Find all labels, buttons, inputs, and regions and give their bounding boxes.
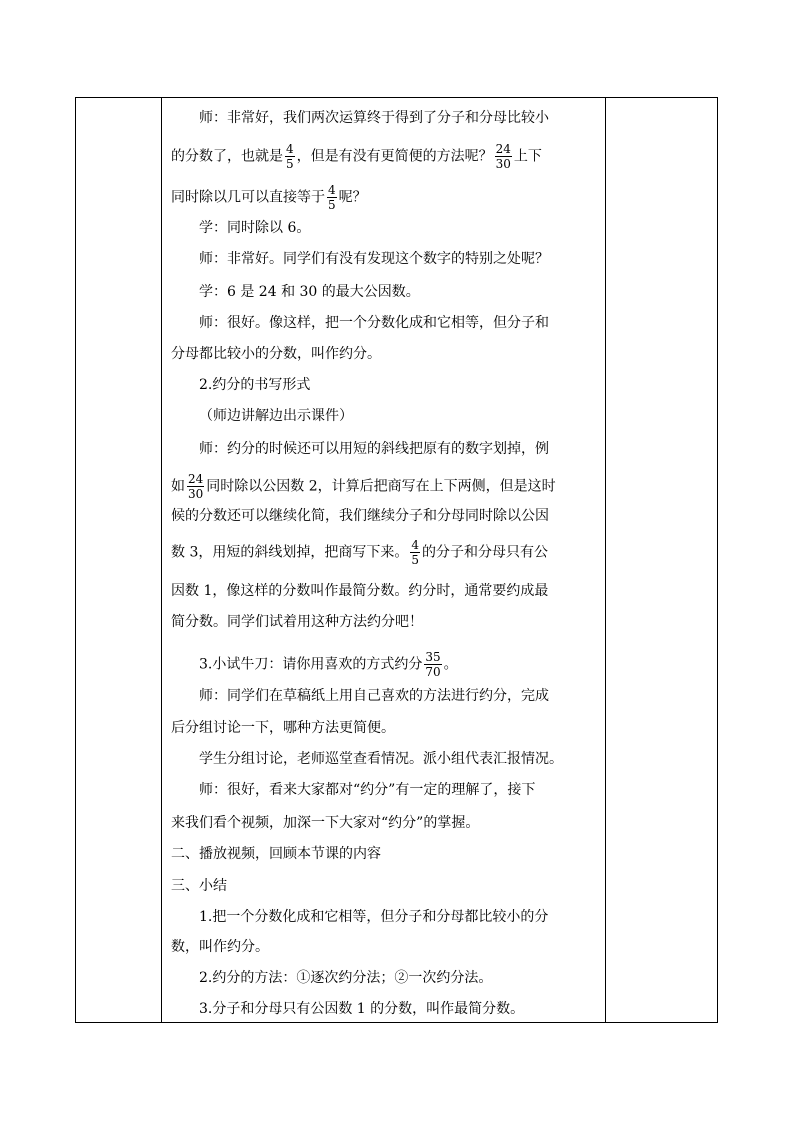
fraction bbox=[410, 538, 420, 567]
text-line bbox=[171, 538, 548, 567]
text-segment: 师：很好，看来大家都对“约分”有一定的理解了，接下 bbox=[199, 782, 536, 798]
fraction-denominator: 5 bbox=[411, 553, 419, 567]
text-line bbox=[199, 282, 420, 302]
text-segment: 。 bbox=[443, 656, 458, 673]
text-line bbox=[199, 218, 310, 238]
fraction-numerator: 4 bbox=[328, 183, 336, 197]
text-segment: 分母都比较小的分数，叫作约分。 bbox=[171, 346, 381, 362]
text-line bbox=[171, 344, 381, 364]
text-line bbox=[199, 406, 353, 426]
text-segment: 后分组讨论一下，哪种方法更简便。 bbox=[171, 720, 395, 736]
text-line bbox=[171, 183, 367, 212]
fraction-numerator: 24 bbox=[188, 472, 204, 486]
text-segment: 同时除以公因数 2，计算后把商写在上下两侧，但是这时 bbox=[206, 478, 556, 495]
text-segment: 师：非常好。同学们有没有发现这个数字的特别之处呢？ bbox=[199, 251, 549, 267]
text-segment: 因数 1，像这样的分数叫作最简分数。约分时，通常要约成最 bbox=[171, 583, 549, 599]
fraction bbox=[495, 142, 512, 171]
text-line bbox=[171, 506, 549, 526]
text-segment: 简分数。同学们试着用这种方法约分吧！ bbox=[171, 614, 423, 630]
text-line bbox=[171, 718, 395, 738]
fraction-numerator: 4 bbox=[286, 142, 294, 156]
text-line bbox=[199, 439, 549, 459]
fraction bbox=[187, 472, 204, 501]
text-segment: （师边讲解边出示课件） bbox=[199, 408, 353, 424]
fraction bbox=[424, 650, 441, 679]
fraction-denominator: 5 bbox=[286, 157, 294, 171]
text-segment: 候的分数还可以继续化简，我们继续分子和分母同时除以公因 bbox=[171, 508, 549, 524]
fraction-denominator: 5 bbox=[328, 198, 336, 212]
text-segment: 师：很好。像这样，把一个分数化成和它相等，但分子和 bbox=[199, 315, 549, 331]
text-segment: 上下 bbox=[513, 148, 542, 165]
text-line bbox=[171, 581, 548, 601]
text-segment: 师：非常好，我们两次运算终于得到了分子和分母比较小 bbox=[199, 110, 549, 126]
text-segment: 的分子和分母只有公 bbox=[422, 544, 548, 561]
text-segment: 2.约分的方法：①逐次约分法；②一次约分法。 bbox=[199, 970, 493, 986]
text-segment: 同时除以几可以直接等于 bbox=[171, 189, 325, 206]
text-line bbox=[199, 249, 549, 269]
text-line bbox=[199, 907, 548, 927]
table-column-left bbox=[75, 97, 162, 1023]
text-segment: 来我们看个视频，加深一下大家对“约分”的掌握。 bbox=[171, 815, 480, 831]
text-line bbox=[171, 844, 381, 864]
text-segment: 学生分组讨论，老师巡堂查看情况。派小组代表汇报情况。 bbox=[199, 751, 563, 767]
text-segment: 三、小结 bbox=[171, 878, 227, 894]
text-segment: 二、播放视频，回顾本节课的内容 bbox=[171, 846, 381, 862]
text-line bbox=[199, 686, 549, 706]
text-line bbox=[171, 142, 542, 171]
fraction-denominator: 30 bbox=[188, 487, 204, 501]
text-line bbox=[199, 108, 549, 128]
text-segment: 数 3，用短的斜线划掉，把商写下来。 bbox=[171, 544, 409, 561]
text-line bbox=[199, 375, 310, 395]
text-segment: 的分数了，也就是 bbox=[171, 148, 283, 165]
text-segment: 师：同学们在草稿纸上用自己喜欢的方法进行约分，完成 bbox=[199, 688, 549, 704]
text-line bbox=[199, 780, 535, 800]
text-line bbox=[199, 968, 492, 988]
fraction-denominator: 30 bbox=[495, 157, 511, 171]
text-line bbox=[199, 999, 524, 1019]
text-line bbox=[199, 313, 549, 333]
text-line bbox=[171, 472, 556, 501]
text-segment: 呢？ bbox=[338, 189, 367, 206]
fraction-numerator: 4 bbox=[411, 538, 419, 552]
text-segment: ，但是有没有更简便的方法呢？ bbox=[296, 148, 493, 165]
fraction-numerator: 35 bbox=[425, 650, 441, 664]
table-column-right bbox=[605, 97, 718, 1023]
text-line bbox=[199, 650, 458, 679]
text-segment: 如 bbox=[171, 478, 185, 495]
fraction bbox=[285, 142, 295, 171]
text-line bbox=[171, 937, 269, 957]
fraction-denominator: 70 bbox=[425, 665, 441, 679]
fraction bbox=[327, 183, 337, 212]
text-segment: 3.分子和分母只有公因数 1 的分数，叫作最简分数。 bbox=[199, 1001, 525, 1017]
text-segment: 师：约分的时候还可以用短的斜线把原有的数字划掉，例 bbox=[199, 441, 549, 457]
text-segment: 学：同时除以 6。 bbox=[199, 220, 311, 236]
text-segment: 学：6 是 24 和 30 的最大公因数。 bbox=[199, 284, 420, 300]
text-segment: 数，叫作约分。 bbox=[171, 939, 269, 955]
text-line bbox=[171, 876, 227, 896]
text-line bbox=[199, 749, 563, 769]
text-line bbox=[171, 813, 479, 833]
text-segment: 1.把一个分数化成和它相等，但分子和分母都比较小的分 bbox=[199, 909, 549, 925]
fraction-numerator: 24 bbox=[495, 142, 511, 156]
text-line bbox=[171, 612, 423, 632]
text-segment: 2.约分的书写形式 bbox=[199, 377, 311, 393]
text-segment: 3.小试牛刀：请你用喜欢的方式约分 bbox=[199, 656, 423, 673]
